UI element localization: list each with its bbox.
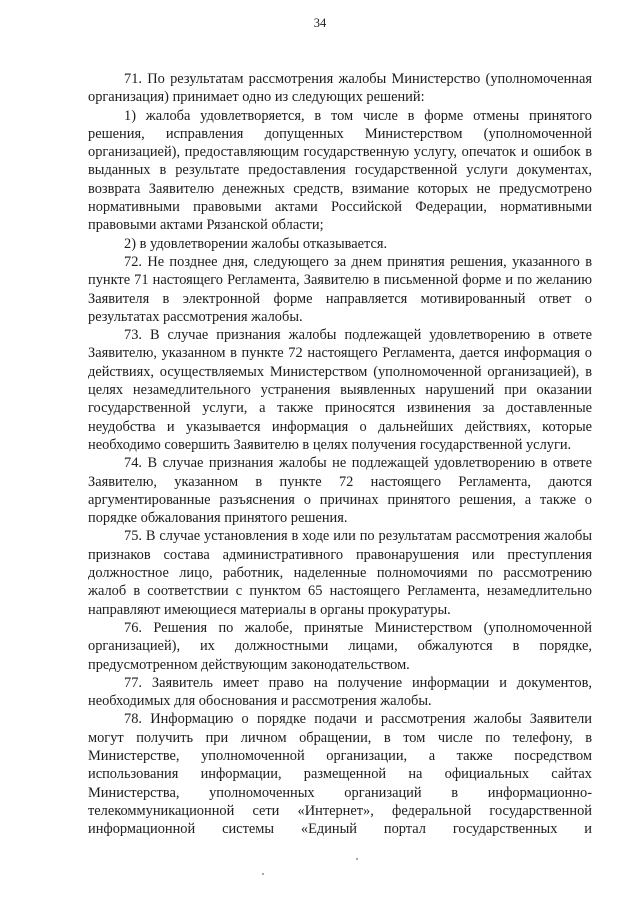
- paragraph-71-item-1: 1) жалоба удовлетворяется, в том числе в форме отмены принятого решения, исправления допущенных Министерством (уполномоченной организацией), предоставляющим государственную услугу, опечаток и ошибок в выданных в результате предоставления государственной услуги документах, возврата Заявителю денежных средств, взимание которых не предусмотрено нормативными правовыми актами Российской Федерации, нормативными правовыми актами Рязанской области;: [88, 107, 592, 234]
- paragraph-76: 76. Решения по жалобе, принятые Министерством (уполномоченной организацией), их должностными лицами, обжалуются в порядке, предусмотренном действующим законодательством.: [88, 619, 592, 673]
- paragraph-78: 78. Информацию о порядке подачи и рассмотрения жалобы Заявители могут получить при личном обращении, в том числе по телефону, в Министерстве, уполномоченной организации, а также посредством использования информации, размещенной на официальных сайтах Министерства, уполномоченных организаций в информационно-телекоммуникационной сети «Интернет», федеральной государственной информационной системы «Единый портал государственных и: [88, 711, 592, 838]
- page-number: 34: [313, 16, 327, 30]
- paragraph-72: 72. Не позднее дня, следующего за днем принятия решения, указанного в пункте 71 настоящего Регламента, Заявителю в письменной форме и по желанию Заявителя в электронной форме направляется мотивированный ответ о результатах рассмотрения жалобы.: [88, 253, 592, 325]
- paragraph-73: 73. В случае признания жалобы подлежащей удовлетворению в ответе Заявителю, указанном в пункте 72 настоящего Регламента, дается информация о действиях, осуществляемых Министерством (уполномоченной организацией), в целях незамедлительного устранения выявленных нарушений при оказании государственной услуги, а также приносятся извинения за доставленные неудобства и указывается информация о дальнейших действиях, которые необходимо совершить Заявителю в целях получения государственной услуги.: [88, 327, 592, 453]
- paragraph-71-item-2: 2) в удовлетворении жалобы отказывается.: [124, 235, 388, 252]
- document-body: [88, 70, 592, 838]
- scan-speck: [356, 858, 358, 860]
- paragraph-75: 75. В случае установления в ходе или по результатам рассмотрения жалобы признаков состава административного правонарушения или преступления должностное лицо, работник, наделенные полномочиями по рассмотрению жалоб в соответствии с пунктом 65 настоящего Регламента, незамедлительно направляют имеющиеся материалы в органы прокуратуры.: [88, 528, 592, 618]
- paragraph-74: 74. В случае признания жалобы не подлежащей удовлетворению в ответе Заявителю, указанном в пункте 72 настоящего Регламента, даются аргументированные разъяснения о причинах принятого решения, а также о порядке обжалования принятого решения.: [88, 455, 592, 527]
- paragraph-71: 71. По результатам рассмотрения жалобы Министерство (уполномоченная организация) принимает одно из следующих решений:: [88, 71, 592, 106]
- paragraph-77: 77. Заявитель имеет право на получение информации и документов, необходимых для обоснования и рассмотрения жалобы.: [88, 674, 592, 710]
- scan-speck: [262, 873, 264, 875]
